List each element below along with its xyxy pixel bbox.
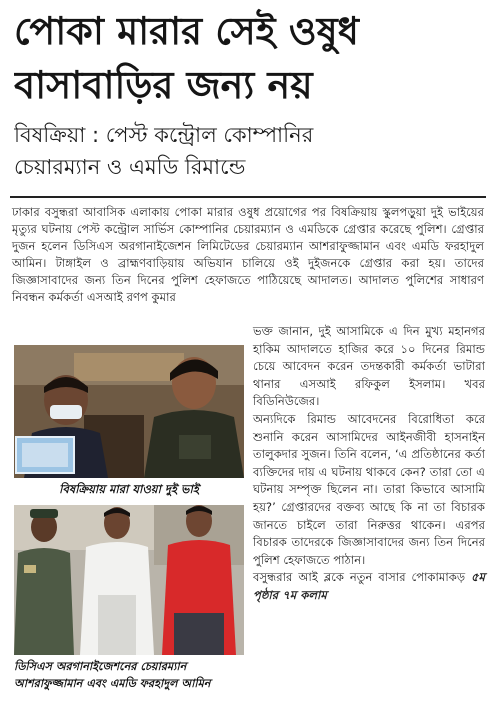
headline-divider	[10, 196, 486, 198]
article-intro-text: ঢাকার বসুন্ধরা আবাসিক এলাকায় পোকা মারার ওষুধ প্রয়োগের পর বিষক্রিয়ায় স্কুলপড়ুয়া দুই ভাইয়ের মৃত্যুর ঘটনায় পেস্ট কন্ট্রোল সার্ভিস কোম্পানির চেয়ারম্যান ও এমডিকে গ্রেপ্তার করেছে পুলিশ। গ্রেপ্তার দুজন হলেন ডিসিএস অরগানাইজেশন লিমিটেডের চেয়ারম্যান আশরাফুজ্জামান এবং এমডি ফরহাদুল আমিন। টাঙ্গাইল ও ব্রাহ্মণবাড়িয়ায় অভিযান চালিয়ে ওই দুইজনকে গ্রেপ্তার করা হয়। তাদের জিজ্ঞাসাবাদের জন্য তিন দিনের পুলিশ হেফাজতে পাঠিয়েছে আদালত। আদালত পুলিশের সাধারণ নিবন্ধন কর্মকর্তা এসআই রণপ কুমার	[12, 205, 484, 304]
article-paragraph-2: অন্যদিকে রিমান্ড আবেদনের বিরোধিতা করে শুনানি করেন আসামিদের আইনজীবী হাসনাইন তালুকদার সুজন। তিনি বলেন, ‘এ প্রতিষ্ঠানের কর্তা ব্যক্তিদের দায় এ ঘটনায় থাকবে কেন? তারা তো এ ঘটনায় সম্পৃক্ত ছিলেন না। তারা কিভাবে আসামি হয়?’ গ্রেপ্তারদের বক্তব্য আছে কি না তা বিচারক জানতে চাইলে তারা নিরুত্তর থাকেন। এরপর বিচারক তাদেরকে জিজ্ঞাসাবাদের জন্য তিন দিনের পুলিশ হেফাজতে পাঠান।	[253, 411, 485, 567]
headline-line-1: পোকা মারার সেই ওষুধ	[14, 9, 359, 53]
photo-brothers	[14, 345, 244, 478]
article-intro	[12, 204, 484, 306]
subheadline-line-2: চেয়ারম্যান ও এমডি রিমান্ডে	[14, 155, 246, 179]
photo-arrested-caption-line-2: আশরাফুজ্জামান এবং এমডি ফরহাদুল আমিন	[14, 677, 211, 690]
article-paragraph-3	[253, 569, 485, 604]
headline-line-2: বাসাবাড়ির জন্য নয়	[14, 63, 313, 107]
continuation-note: ৫ম পৃষ্ঠার ৭ম কলাম	[253, 570, 485, 602]
article-paragraph-3-text: বসুন্ধরার আই ব্লকে নতুন বাসার পোকামাকড়	[253, 570, 472, 585]
photo-arrested-caption	[14, 658, 246, 692]
photo-brothers-caption: বিষক্রিয়ায় মারা যাওয়া দুই ভাই	[59, 482, 199, 496]
photo-arrested-caption-line-1: ডিসিএস অরগানাইজেশনের চেয়ারম্যান	[14, 660, 187, 673]
photo-arrested	[14, 505, 244, 655]
article-paragraph-1: ভক্ত জানান, দুই আসামিকে এ দিন মুখ্য মহানগর হাকিম আদালতে হাজির করে ১০ দিনের রিমান্ড চেয়ে আবেদন করেন তদন্তকারী কর্মকর্তা ভাটারা থানার এসআই রফিকুল ইসলাম। খবর বিডিনিউজের।	[253, 324, 485, 409]
article-column	[253, 323, 485, 605]
subheadline-line-1: বিষক্রিয়া : পেস্ট কন্ট্রোল কোম্পানির	[14, 123, 314, 147]
